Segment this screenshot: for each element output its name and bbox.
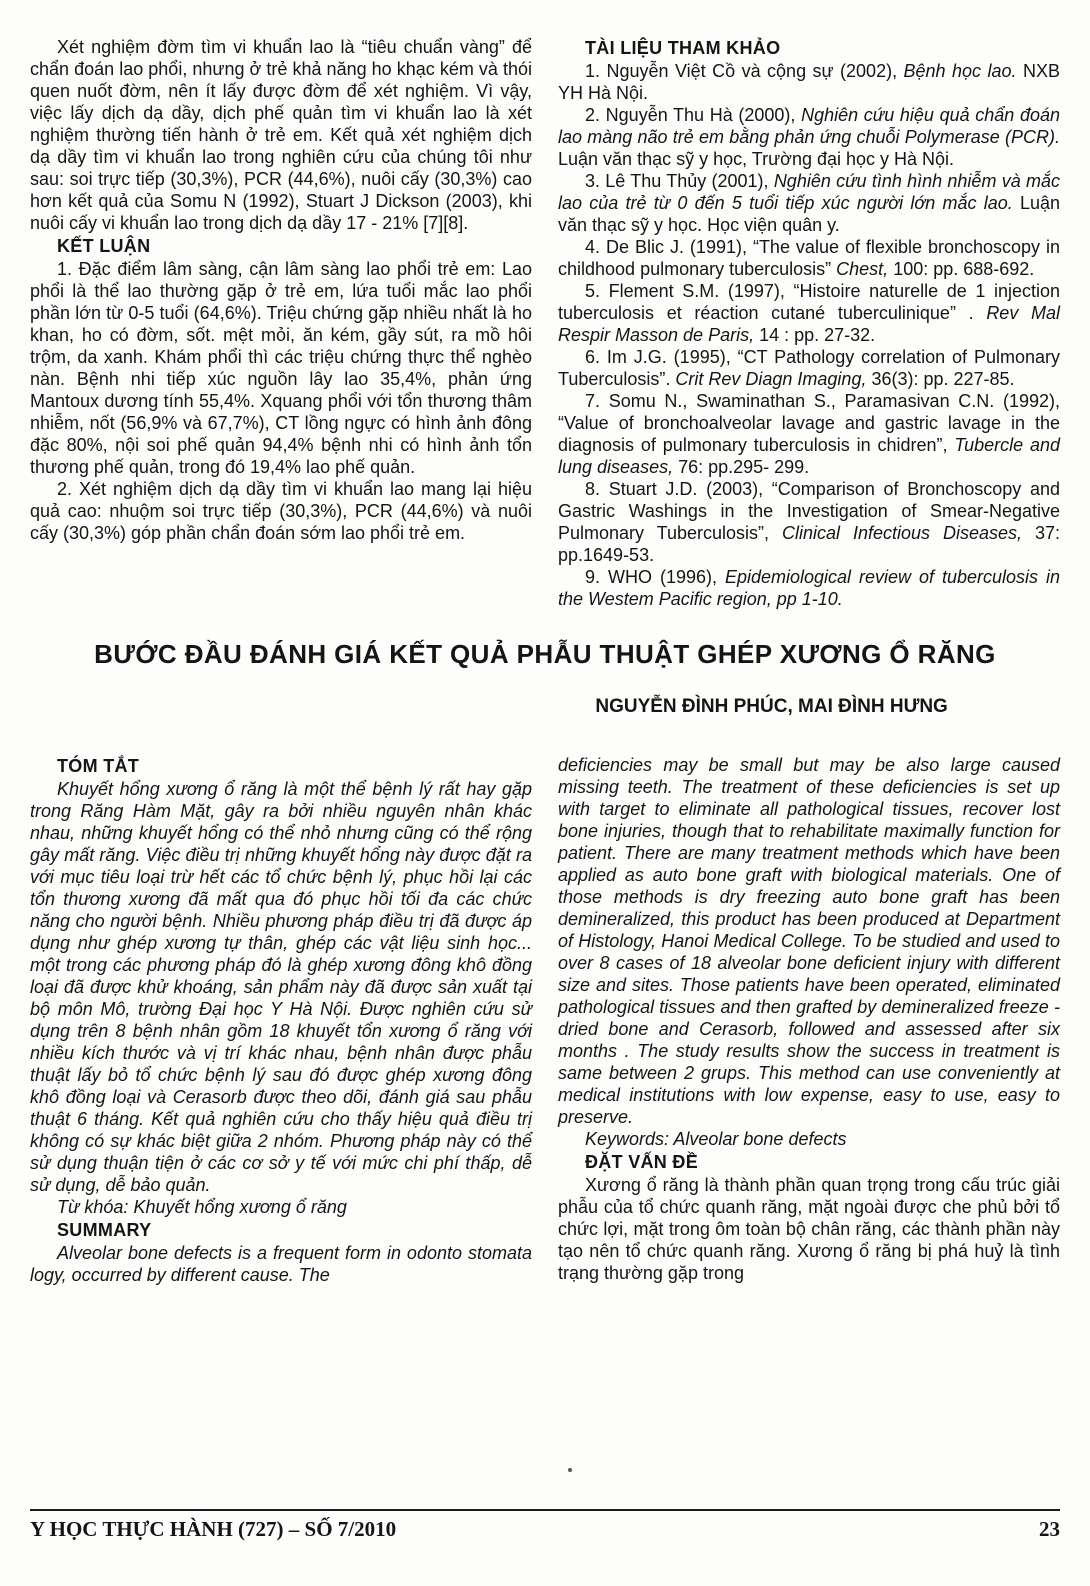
footer-journal-title: Y HỌC THỰC HÀNH (727) – SỐ 7/2010 [30, 1517, 397, 1541]
reference-item-5: 5. Flement S.M. (1997), “Histoire naturelle de 1 injection tuberculosis et réaction cutané tuberculinique” . Rev Mal Respir Masson de Paris, 14 : pp. 27-32. [558, 281, 1061, 345]
reference-item-9: 9. WHO (1996), Epidemiological review of tuberculosis in the Westem Pacific region, pp 1-10. [558, 567, 1060, 609]
summary-body-right: deficiencies may be small but may be also large caused missing teeth. The treatment of these deficiencies is set up with target to eliminate all pathological tissues, recover lost bone injuries, though that to rehabilitate maximally function for patient. There are many treatment methods which have been applied as auto bone graft with biological materials. One of those methods is dry freezing auto bone graft has been demineralized, this product has been produced at Department of Histology, Hanoi Medical College. To be studied and used to over 8 cases of 18 alveolar bone deficient injury with different size and sites. Those patients have been operated, eliminated pathological tissues and then grafted by demineralized freeze - dried bone and Cerasorb, followed and assessed after six months . The study results show the success in treatment is same between 2 grups. This method can use conveniently at medical institutions with low expense, easy to use, easy to preserve. [558, 755, 1060, 1127]
keywords-english: Keywords: Alveolar bone defects [585, 1129, 847, 1149]
introduction-heading: ĐẶT VẤN ĐỀ [585, 1152, 699, 1172]
reference-item-1: 1. Nguyễn Việt Cồ và cộng sự (2002), Bệnh học lao. NXB YH Hà Nội. [558, 61, 1060, 103]
paragraph-sputum-test: Xét nghiệm đờm tìm vi khuẩn lao là “tiêu chuẩn vàng” để chẩn đoán lao phổi, nhưng ở trẻ khả năng ho khạc kém và thói quen nuốt đờm, nên ít lấy được đờm để xét nghiệm. Vì vậy, việc lấy dịch dạ dầy, dịch phế quản tìm vi khuẩn lao là xét nghiệm thường tiến hành ở trẻ em. Kết quả xét nghiệm dịch dạ dầy tìm vi khuẩn lao trong nghiên cứu của chúng tôi như sau: soi trực tiếp (30,3%), PCR (44,6%), nuôi cấy (30,3%) cao hơn kết quả của Somu N (1992), Stuart J Dickson (2003), khi nuôi cấy vi khuẩn lao trong dịch dạ dầy 17 - 21% [7][8]. [30, 37, 532, 233]
abstract-heading: TÓM TẮT [57, 756, 140, 776]
reference-item-8: 8. Stuart J.D. (2003), “Comparison of Bronchoscopy and Gastric Washings in the Investigation of Smear-Negative Pulmonary Tuberculosis”, Clinical Infectious Diseases, 37: pp.1649-53. [558, 479, 1060, 565]
footer-page-number: 23 [1039, 1517, 1060, 1541]
scan-artifact-dot [568, 1468, 572, 1472]
summary-body-left: Alveolar bone defects is a frequent form in odonto stomata logy, occurred by different cause. The [30, 1243, 532, 1285]
article-right-column [558, 754, 1060, 1286]
previous-article-section [30, 36, 1060, 610]
top-right-column [558, 36, 1060, 610]
keywords-vietnamese: Từ khóa: Khuyết hổng xương ổ răng [57, 1197, 347, 1217]
reference-item-6: 6. Im J.G. (1995), “CT Pathology correlation of Pulmonary Tuberculosis”. Crit Rev Diagn Imaging, 36(3): pp. 227-85. [558, 347, 1060, 389]
top-left-column [30, 36, 532, 610]
reference-item-3: 3. Lê Thu Thủy (2001), Nghiên cứu tình hình nhiễm và mắc lao của trẻ từ 0 đến 5 tuổi tiếp xúc người lớn mắc lao. Luận văn thạc sỹ y học. Học viện quân y. [558, 171, 1061, 235]
reference-item-2: 2. Nguyễn Thu Hà (2000), Nghiên cứu hiệu quả chẩn đoán lao màng não trẻ em bằng phản ứng chuỗi Polymerase (PCR). Luận văn thạc sỹ y học, Trường đại học y Hà Nội. [558, 105, 1060, 169]
page-footer [30, 1509, 1060, 1540]
introduction-body: Xương ổ răng là thành phần quan trọng trong cấu trúc giải phẫu của tổ chức quanh răng, mặt ngoài được che phủ bởi tổ chức lợi, mặt trong ôm toàn bộ chân răng, các thành phần này tạo nên tổ chức quanh răng. Xương ổ răng bị phá huỷ là tình trạng thường gặp trong [558, 1175, 1060, 1283]
article-left-column [30, 754, 532, 1286]
reference-item-7: 7. Somu N., Swaminathan S., Paramasivan C.N. (1992), “Value of bronchoalveolar lavage and gastric lavage in the diagnosis of pulmonary tuberculosis in chidren”, Tubercle and lung diseases, 76: pp.295- 299. [558, 391, 1061, 477]
conclusion-heading: KẾT LUẬN [57, 236, 151, 256]
paragraph-conclusion-2: 2. Xét nghiệm dịch dạ dầy tìm vi khuẩn lao mang lại hiệu quả cao: nhuộm soi trực tiếp (30,3%), PCR (44,6%) và nuôi cấy (30,3%) góp phần chẩn đoán sớm lao phổi trẻ em. [30, 479, 532, 543]
article-body-section [30, 754, 1060, 1286]
references-heading: TÀI LIỆU THAM KHẢO [585, 38, 781, 58]
reference-item-4: 4. De Blic J. (1991), “The value of flexible bronchoscopy in childhood pulmonary tuberculosis” Chest, 100: pp. 688-692. [558, 237, 1060, 279]
paragraph-conclusion-1: 1. Đặc điểm lâm sàng, cận lâm sàng lao phổi trẻ em: Lao phổi là thể lao thường gặp ở trẻ em, lứa tuổi mắc lao phổi phần lớn từ 0-5 tuổi (64,6%). Triệu chứng gặp nhiều nhất là ho khan, ho có đờm, sốt. mệt mỏi, ăn kém, gầy sút, ra mồ hôi trộm, da xanh. Khám phổi thì các triệu chứng thực thể nghèo nàn. Bệnh nhi tiếp xúc nguồn lây lao 35,4%, phản ứng Mantoux dương tính 55,4%. Xquang phổi với tổn thương thâm nhiễm, nốt (56,9% và 67,7%), CT lồng ngực có hình ảnh đông đặc 80%, nội soi phế quản 94,4% bệnh nhi có hình ảnh tổn thương phế quản, trong đó 19,4% lao phế quản. [30, 259, 532, 477]
article-authors: NGUYỄN ĐÌNH PHÚC, MAI ĐÌNH HƯNG [595, 696, 948, 717]
summary-heading: SUMMARY [57, 1220, 152, 1240]
abstract-body: Khuyết hổng xương ổ răng là một thể bệnh lý rất hay gặp trong Răng Hàm Mặt, gây ra bởi nhiều nguyên nhân khác nhau, những khuyết hổng có thể nhỏ nhưng cũng có thể rộng gây mất răng. Việc điều trị những khuyết hổng này được đặt ra với mục tiêu loại trừ hết các tổ chức bệnh lý, phục hồi lại các tổn thương xương đã mất qua đó phục hồi tối đa các chức năng cho người bệnh. Nhiều phương pháp điều trị đã được áp dụng như ghép xương tự thân, ghép các vật liệu sinh học... một trong các phương pháp đó là ghép xương đông khô đồng loại đã được khử khoáng, sản phẩm này đã được sản xuất tại bộ môn Mô, trường Đại học Y Hà Nội. Được nghiên cứu sử dụng trên 8 bệnh nhân gồm 18 khuyết tổn xương ổ răng với nhiều kích thước và vị trí khác nhau, bệnh nhân được phẫu thuật lấy bỏ tổ chức bệnh lý sau đó được ghép xương đông khô đồng loại và Cerasorb được theo dõi, đánh giá sau phẫu thuật 6 tháng. Kết quả nghiên cứu cho thấy hiệu quả điều trị không có sự khác biệt giữa 2 nhóm. Phương pháp này có thể sử dụng thuận tiện ở các cơ sở y tế với mức chi phí thấp, dễ sử dụng, dễ bảo quản. [30, 779, 532, 1195]
article-title: BƯỚC ĐẦU ĐÁNH GIÁ KẾT QUẢ PHẪU THUẬT GHÉP XƯƠNG Ổ RĂNG [94, 639, 996, 669]
